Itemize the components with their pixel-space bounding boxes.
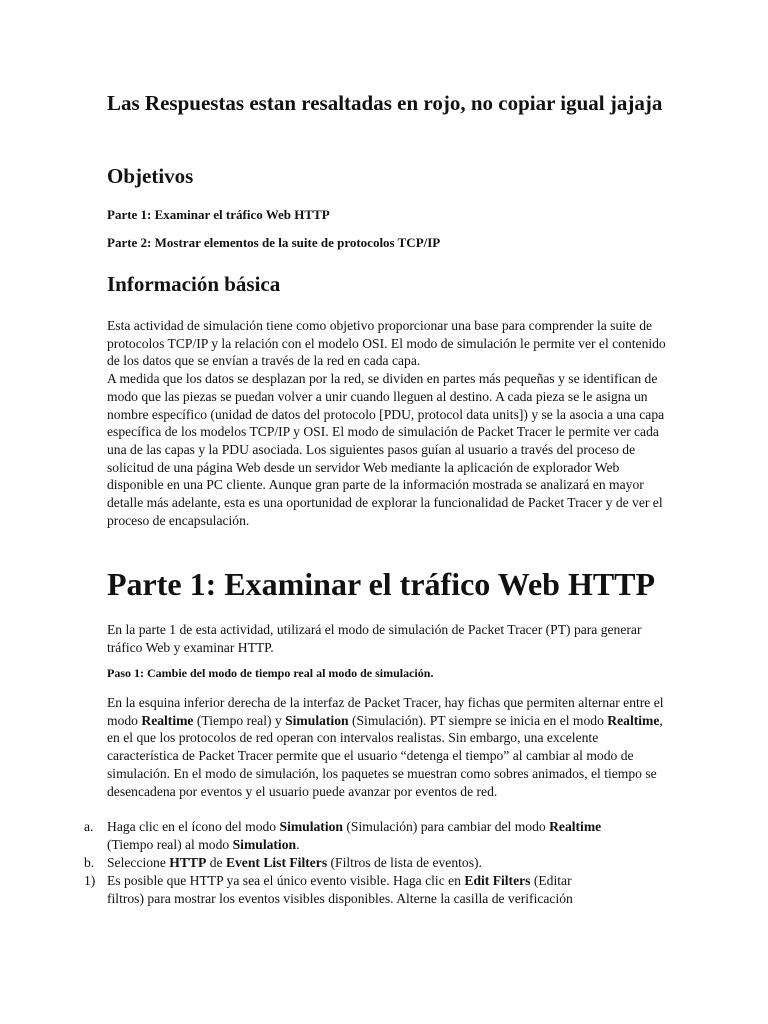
background-paragraph-1: Esta actividad de simulación tiene como objetivo proporcionar una base para comprender la suite de protocolos TCP/IP y la relación con el modelo OSI. El modo de simulación le permite ver el contenido de los datos que se envían a través de la red en cada capa. (107, 318, 666, 369)
objective-part-1: Parte 1: Examinar el tráfico Web HTTP (107, 207, 330, 222)
intro-heading: Las Respuestas estan resaltadas en rojo, no copiar igual jajaja (107, 91, 663, 115)
list-marker: b. (84, 855, 95, 870)
background-paragraph-2: A medida que los datos se desplazan por la red, se dividen en partes más pequeñas y se identifican de modo que las piezas se puedan volver a unir cuando lleguen al destino. A cada pieza se le asigna un nombre específico (unidad de datos del protocolo [PDU, protocol data units]) y se la asocia a una capa específica de los modelos TCP/IP y OSI. El modo de simulación de Packet Tracer le permite ver cada una de las capas y la PDU asociada. Los siguientes pasos guían al usuario a través del proceso de solicitud de una página Web desde un servidor Web mediante la aplicación de explorador Web disponible en una PC cliente. Aunque gran parte de la información mostrada se analizará en mayor detalle más adelante, esta es una oportunidad de explorar la funcionalidad de Packet Tracer y de ver el proceso de encapsulación. (107, 371, 665, 528)
list-item-b: b. Seleccione HTTP de Event List Filters (Filtros de lista de eventos). (84, 855, 482, 870)
step1-paragraph: En la esquina inferior derecha de la interfaz de Packet Tracer, hay fichas que permiten alternar entre el modo Realtime (Tiempo real) y Simulation (Simulación). PT siempre se inicia en el modo Realtime, en el que los protocolos de red operan con intervalos realistas. Sin embargo, una excelente característica de Packet Tracer permite que el usuario “detenga el tiempo” al cambiar al modo de simulación. En el modo de simulación, los paquetes se muestran como sobres animados, el tiempo se desencadena por eventos y el usuario puede avanzar por eventos de red. (107, 695, 664, 799)
list-marker: 1) (84, 873, 96, 888)
objective-part-2: Parte 2: Mostrar elementos de la suite de protocolos TCP/IP (107, 235, 441, 250)
list-item-1: 1) Es posible que HTTP ya sea el único evento visible. Haga clic en Edit Filters (Editar filtros) para mostrar los eventos visibles disponibles. Alterne la casilla de verificación (84, 873, 573, 906)
objectives-heading: Objetivos (107, 164, 194, 188)
list-item-a: a. Haga clic en el ícono del modo Simulation (Simulación) para cambiar del modo Realtime (Tiempo real) al modo Simulation. (84, 819, 602, 852)
part1-heading: Parte 1: Examinar el tráfico Web HTTP (107, 566, 656, 602)
step1-heading: Paso 1: Cambie del modo de tiempo real al modo de simulación. (107, 666, 434, 680)
part1-intro: En la parte 1 de esta actividad, utilizará el modo de simulación de Packet Tracer (PT) para generar tráfico Web y examinar HTTP. (107, 622, 642, 655)
list-marker: a. (84, 819, 94, 834)
background-text (107, 317, 667, 529)
background-heading: Información básica (107, 272, 281, 296)
